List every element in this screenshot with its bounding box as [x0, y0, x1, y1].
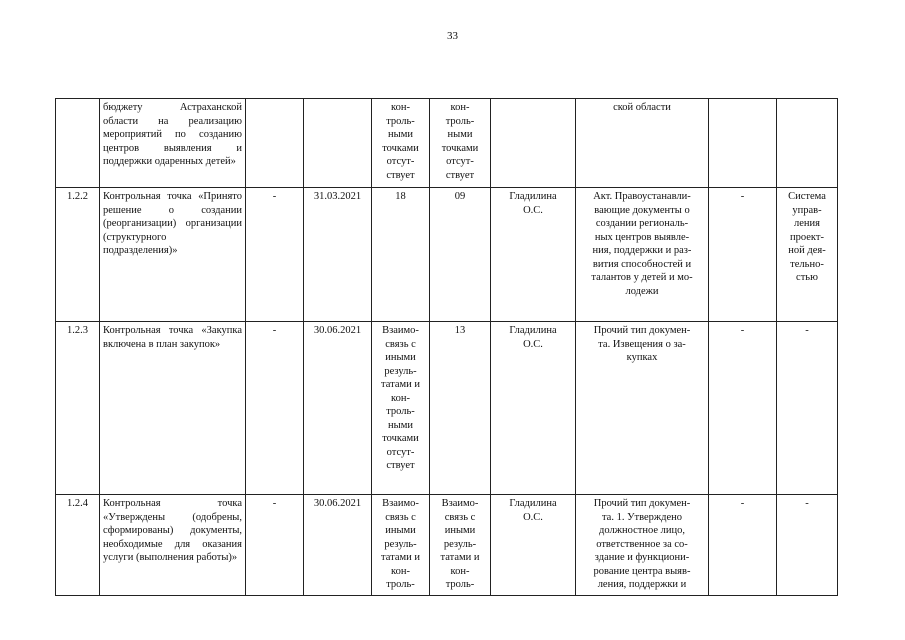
table-row: [56, 99, 838, 188]
control-points-table: [55, 98, 838, 596]
link-1-cell: Взаимо- связь с иными резуль- татами и кон- троль-: [372, 495, 430, 596]
date-cell: [304, 99, 372, 188]
table-row: [56, 188, 838, 322]
link-2-cell: 13: [430, 322, 491, 495]
system-cell: -: [777, 322, 838, 495]
system-cell: Система управ- ления проект- ной дея- тельно- стью: [777, 188, 838, 322]
document-cell: Акт. Правоустанавли- вающие документы о создании региональ- ных центров выявле- ния, поддержки и раз- вития способностей и талантов у детей и мо- лодежи: [576, 188, 709, 322]
column-3-cell: -: [246, 188, 304, 322]
control-point-name-cell: Контрольная точка «Закупка включена в план закупок»: [100, 322, 246, 495]
date-cell: 31.03.2021: [304, 188, 372, 322]
control-point-name-cell: бюджету Астраханской области на реализацию мероприятий по созданию центров выявления и поддержки одаренных детей»: [100, 99, 246, 188]
table-row: [56, 322, 838, 495]
link-2-cell: Взаимо- связь с иными резуль- татами и кон- троль-: [430, 495, 491, 596]
column-3-cell: -: [246, 322, 304, 495]
row-number-cell: [56, 99, 100, 188]
date-cell: 30.06.2021: [304, 495, 372, 596]
column-9-cell: -: [709, 495, 777, 596]
document-cell: ской области: [576, 99, 709, 188]
link-1-cell: Взаимо- связь с иными резуль- татами и кон- троль- ными точками отсут- ствует: [372, 322, 430, 495]
link-1-cell: 18: [372, 188, 430, 322]
column-9-cell: -: [709, 188, 777, 322]
link-1-cell: кон- троль- ными точками отсут- ствует: [372, 99, 430, 188]
column-9-cell: [709, 99, 777, 188]
system-cell: [777, 99, 838, 188]
responsible-cell: [491, 99, 576, 188]
system-cell: -: [777, 495, 838, 596]
row-number-cell: 1.2.4: [56, 495, 100, 596]
responsible-cell: Гладилина О.С.: [491, 188, 576, 322]
page-number: 33: [447, 30, 458, 42]
column-3-cell: -: [246, 495, 304, 596]
control-point-name-cell: Контрольная точка «Утверждены (одобрены, сформированы) документы, необходимые для оказания услуги (выполнения работы)»: [100, 495, 246, 596]
column-9-cell: -: [709, 322, 777, 495]
link-2-cell: 09: [430, 188, 491, 322]
row-number-cell: 1.2.2: [56, 188, 100, 322]
link-2-cell: кон- троль- ными точками отсут- ствует: [430, 99, 491, 188]
document-cell: Прочий тип докумен- та. Извещения о за- купках: [576, 322, 709, 495]
table-row: [56, 495, 838, 596]
responsible-cell: Гладилина О.С.: [491, 495, 576, 596]
date-cell: 30.06.2021: [304, 322, 372, 495]
document-cell: Прочий тип докумен- та. 1. Утверждено должностное лицо, ответственное за со- здание и функциони- рование центра выяв- ления, поддержки и: [576, 495, 709, 596]
row-number-cell: 1.2.3: [56, 322, 100, 495]
column-3-cell: [246, 99, 304, 188]
control-point-name-cell: Контрольная точка «Принято решение о создании (реорганизации) организации (структурного подразделения)»: [100, 188, 246, 322]
responsible-cell: Гладилина О.С.: [491, 322, 576, 495]
